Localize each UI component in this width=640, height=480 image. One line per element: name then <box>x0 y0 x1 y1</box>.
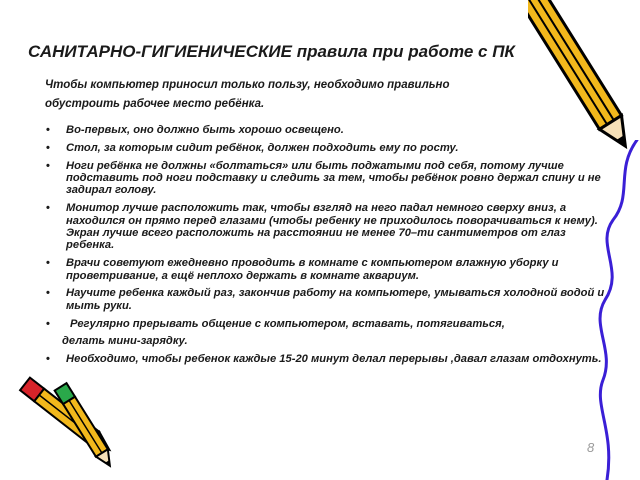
intro-line-1: Чтобы компьютер приносил только пользу, необходимо правильно <box>45 79 450 91</box>
bullet-icon: • <box>46 287 50 300</box>
slide-title: САНИТАРНО-ГИГИЕНИЧЕСКИЕ правила при работе с ПК <box>28 42 515 61</box>
bullet-icon: • <box>46 317 50 330</box>
list-item: • Стол, за которым сидит ребёнок, должен подходить ему по росту. <box>46 141 459 154</box>
page-number: 8 <box>587 440 595 455</box>
list-item: • Необходимо, чтобы ребенок каждые 15-20 минут делал перерывы ,давал глазам отдохнуть. <box>46 353 602 366</box>
list-item: • Ноги ребёнка не должны «болтаться» или быть поджатыми под себя, потому лучше подставить под ноги подставку и следить за тем, чтобы ребёнок ровно держал спину и не задирал голову. <box>46 159 601 197</box>
bullet-icon: • <box>46 159 50 172</box>
list-item: • Регулярно прерывать общение с компьютером, вставать, потягиваться, <box>46 317 505 330</box>
list-item: • Во-первых, оно должно быть хорошо освещено. <box>46 124 344 136</box>
rules-list <box>46 124 611 371</box>
intro-line-2: обустроить рабочее место ребёнка. <box>45 98 265 110</box>
bullet-icon: • <box>46 124 50 136</box>
bullet-icon: • <box>46 141 50 154</box>
list-item-continuation: делать мини-зарядку. <box>62 335 188 348</box>
list-item: • Научите ребенка каждый раз, закончив работу на компьютере, умываться холодной водой и мыть руки. <box>46 287 605 312</box>
pencils-bottom-left-icon <box>0 370 130 480</box>
list-item: • Врачи советуют ежедневно проводить в комнате с компьютером влажную уборку и проветривание, а ещё неплохо держать в комнате аквариум. <box>46 257 559 282</box>
intro-paragraph <box>45 76 565 114</box>
list-item: • Монитор лучше расположить так, чтобы взгляд на него падал немного сверху вниз, а находился он прямо перед глазами (чтобы ребенку не приходилось поворачиваться к нему). Экран лучше всего расположить на расстоянии не менее 70–ти сантиметров от глаз ребенка. <box>46 202 598 252</box>
bullet-icon: • <box>46 353 50 366</box>
bullet-icon: • <box>46 257 50 270</box>
bullet-icon: • <box>46 202 50 215</box>
